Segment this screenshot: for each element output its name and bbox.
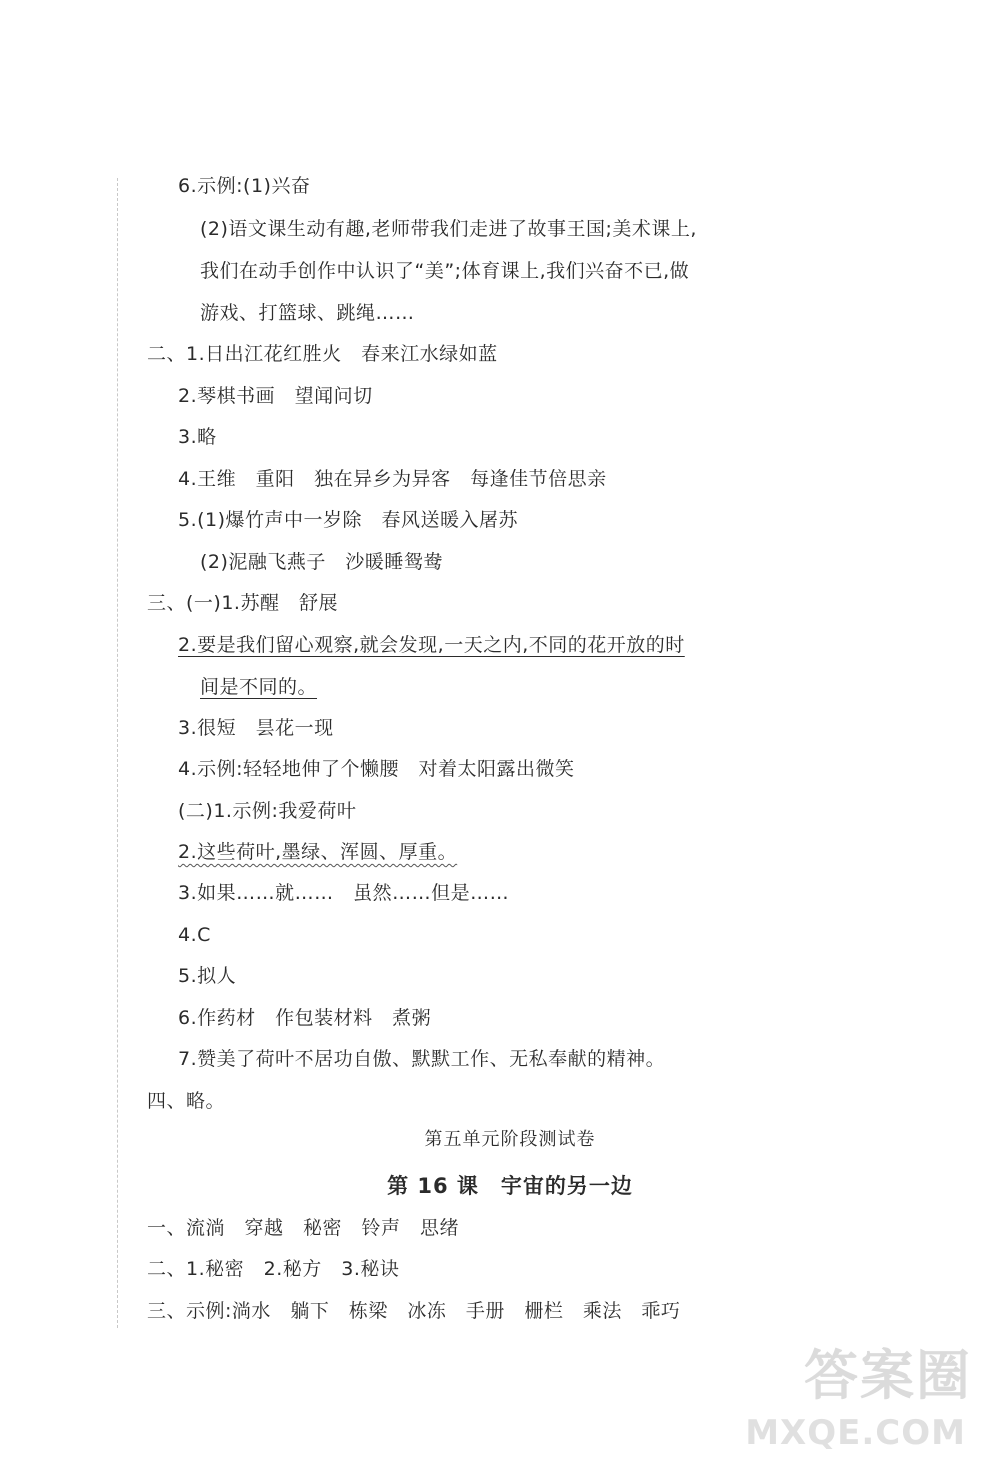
answer-line: 3.很短 昙花一现 bbox=[178, 717, 334, 739]
lesson-answer-line: 二、1.秘密 2.秘方 3.秘诀 bbox=[147, 1258, 400, 1280]
answer-line: 四、略。 bbox=[147, 1090, 226, 1112]
answer-line: 4.C bbox=[178, 924, 211, 946]
answer-line: 5.(1)爆竹声中一岁除 春风送暖入屠苏 bbox=[178, 509, 519, 531]
answer-line: 游戏、打篮球、跳绳…… bbox=[200, 302, 415, 324]
answer-line: (2)语文课生动有趣,老师带我们走进了故事王国;美术课上, bbox=[200, 218, 697, 240]
answer-line: (2)泥融飞燕子 沙暖睡鸳鸯 bbox=[200, 551, 443, 573]
section-title: 第五单元阶段测试卷 bbox=[424, 1129, 596, 1150]
wavy-underlined-answer-line: 2.这些荷叶,墨绿、浑圆、厚重。 bbox=[178, 841, 458, 863]
watermark-logo-text: 答案圈 bbox=[804, 1344, 972, 1407]
site-watermark bbox=[745, 1333, 972, 1453]
lesson-answer-line: 三、示例:淌水 躺下 栋梁 冰冻 手册 栅栏 乘法 乖巧 bbox=[147, 1300, 681, 1322]
answer-line: 3.如果……就…… 虽然……但是…… bbox=[178, 882, 510, 904]
answer-line: 我们在动手创作中认识了“美”;体育课上,我们兴奋不已,做 bbox=[200, 260, 690, 282]
answer-line: 5.拟人 bbox=[178, 965, 237, 987]
binding-margin-line bbox=[117, 178, 118, 1328]
answer-line: 3.略 bbox=[178, 426, 217, 448]
lesson-answer-line: 一、流淌 穿越 秘密 铃声 思绪 bbox=[147, 1217, 460, 1239]
answer-line: 4.示例:轻轻地伸了个懒腰 对着太阳露出微笑 bbox=[178, 758, 575, 780]
answer-line: (二)1.示例:我爱荷叶 bbox=[178, 800, 357, 822]
underlined-answer-line: 2.要是我们留心观察,就会发现,一天之内,不同的花开放的时 bbox=[178, 634, 685, 656]
answer-line: 4.王维 重阳 独在异乡为异客 每逢佳节倍思亲 bbox=[178, 468, 607, 490]
answer-line: 6.作药材 作包装材料 煮粥 bbox=[178, 1007, 432, 1029]
answer-line: 二、1.日出江花红胜火 春来江水绿如蓝 bbox=[147, 343, 498, 365]
underlined-answer-line: 间是不同的。 bbox=[200, 676, 318, 698]
answer-line: 6.示例:(1)兴奋 bbox=[178, 175, 311, 197]
lesson-title: 第 16 课 宇宙的另一边 bbox=[387, 1174, 633, 1198]
answer-line: 2.琴棋书画 望闻问切 bbox=[178, 385, 373, 407]
watermark-domain: MXQE.COM bbox=[745, 1413, 966, 1453]
answer-line: 三、(一)1.苏醒 舒展 bbox=[147, 592, 338, 614]
answer-line: 7.赞美了荷叶不居功自傲、默默工作、无私奉献的精神。 bbox=[178, 1048, 666, 1070]
